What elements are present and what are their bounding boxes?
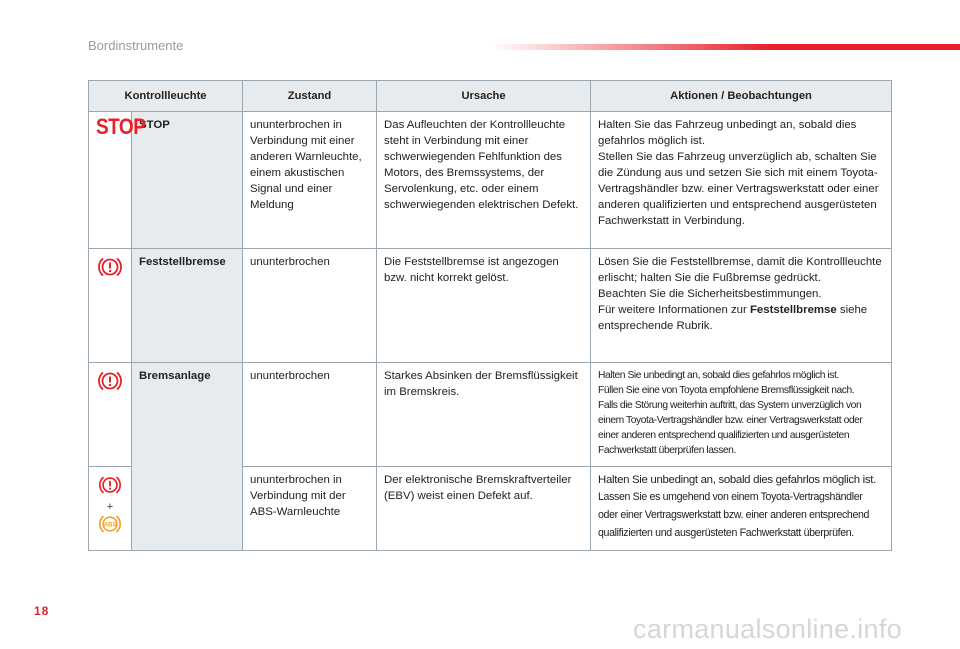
header-accent-bar bbox=[490, 44, 960, 50]
zustand-cell: ununterbrochen bbox=[243, 363, 377, 467]
watermark: carmanualsonline.info bbox=[633, 614, 902, 644]
column-header-zustand: Zustand bbox=[243, 81, 377, 112]
page-header-title: Bordinstrumente bbox=[88, 38, 184, 53]
column-header-kontrollleuchte: Kontrollleuchte bbox=[89, 81, 243, 112]
table-header-row bbox=[89, 81, 892, 112]
abs-icon bbox=[97, 512, 123, 536]
icon-cell bbox=[89, 467, 132, 551]
zustand-cell: ununterbrochen in Verbindung mit einer anderen Warnleuchte, einem akustischen Signal und einer Meldung bbox=[243, 112, 377, 249]
ursache-cell: Starkes Absinken der Bremsflüssigkeit im Bremskreis. bbox=[377, 363, 591, 467]
warning-light-label: Bremsanlage bbox=[132, 363, 243, 551]
aktionen-text: Lösen Sie die Feststellbremse, damit die Kontrollleuchte erlischt; halten Sie die Fußbremse gedrückt. Beachten Sie die Sicherheitsbestimmungen. Für weitere Informationen zur bbox=[598, 256, 882, 316]
brake-warning-icon bbox=[97, 368, 123, 394]
icon-cell bbox=[89, 249, 132, 363]
table-row bbox=[89, 363, 892, 467]
aktionen-cell: Halten Sie unbedingt an, sobald dies gefahrlos möglich ist. Füllen Sie eine von Toyota empfohlene Bremsflüssigkeit nach. Falls die Störung weiterhin auftritt, das System unverzüglich von einem Toyota-Vertragshändler bzw. einer Vertragswerkstatt oder einer anderen entsprechend qualifizierten und ausgerüsteten Fachwerkstatt überprüfen lassen. bbox=[591, 363, 892, 467]
aktionen-bold-term: Feststellbremse bbox=[749, 304, 837, 316]
aktionen-text-end: siehe entsprechende Rubrik. bbox=[598, 304, 868, 332]
warning-lights-table bbox=[88, 80, 892, 551]
column-header-aktionen: Aktionen / Beobachtungen bbox=[591, 81, 892, 112]
abs-icon-label: ABS bbox=[103, 522, 117, 529]
stop-icon: STOP bbox=[96, 115, 146, 140]
aktionen-cell: Halten Sie das Fahrzeug unbedingt an, sobald dies gefahrlos möglich ist. Stellen Sie das Fahrzeug unverzüglich ab, schalten Sie die Zündung aus und setzen Sie sich mit einem Toyota-Vertragshändler bzw. einer Vertragswerkstatt oder einer anderen qualifizierten und entsprechend ausgerüsteten Fachwerkstatt in Verbindung. bbox=[591, 112, 892, 249]
brake-warning-icon bbox=[97, 254, 123, 280]
column-header-ursache: Ursache bbox=[377, 81, 591, 112]
icon-cell bbox=[89, 363, 132, 467]
table-row bbox=[89, 249, 892, 363]
aktionen-text: Lassen Sie es umgehend von einem Toyota-Vertragshändler oder einer Vertragswerkstatt bzw. einer anderen entsprechend qualifizierten und ausgerüsteten Fachwerkstatt überprüfen. bbox=[598, 491, 870, 539]
brake-warning-icon bbox=[97, 473, 123, 497]
warning-light-label: STOP bbox=[132, 112, 243, 249]
aktionen-line: Halten Sie unbedingt an, sobald dies gefahrlos möglich ist. bbox=[598, 474, 877, 486]
warning-light-label: Feststellbremse bbox=[132, 249, 243, 363]
ursache-cell: Die Feststellbremse ist angezogen bzw. nicht korrekt gelöst. bbox=[377, 249, 591, 363]
page-number: 18 bbox=[34, 604, 50, 618]
icon-cell bbox=[89, 112, 146, 249]
aktionen-cell bbox=[591, 249, 892, 363]
ursache-cell: Der elektronische Bremskraftverteiler (EBV) weist einen Defekt auf. bbox=[377, 467, 591, 551]
zustand-cell: ununterbrochen in Verbindung mit der ABS-Warnleuchte bbox=[243, 467, 377, 551]
aktionen-cell bbox=[591, 467, 892, 551]
plus-sign: + bbox=[106, 501, 114, 513]
table-row bbox=[89, 112, 892, 249]
ursache-cell: Das Aufleuchten der Kontrollleuchte steht in Verbindung mit einer schwerwiegenden Fehlfunktion des Motors, des Bremssystems, der Servolenkung, etc. oder einem schwerwiegenden elektrischen Defekt. bbox=[377, 112, 591, 249]
zustand-cell: ununterbrochen bbox=[243, 249, 377, 363]
